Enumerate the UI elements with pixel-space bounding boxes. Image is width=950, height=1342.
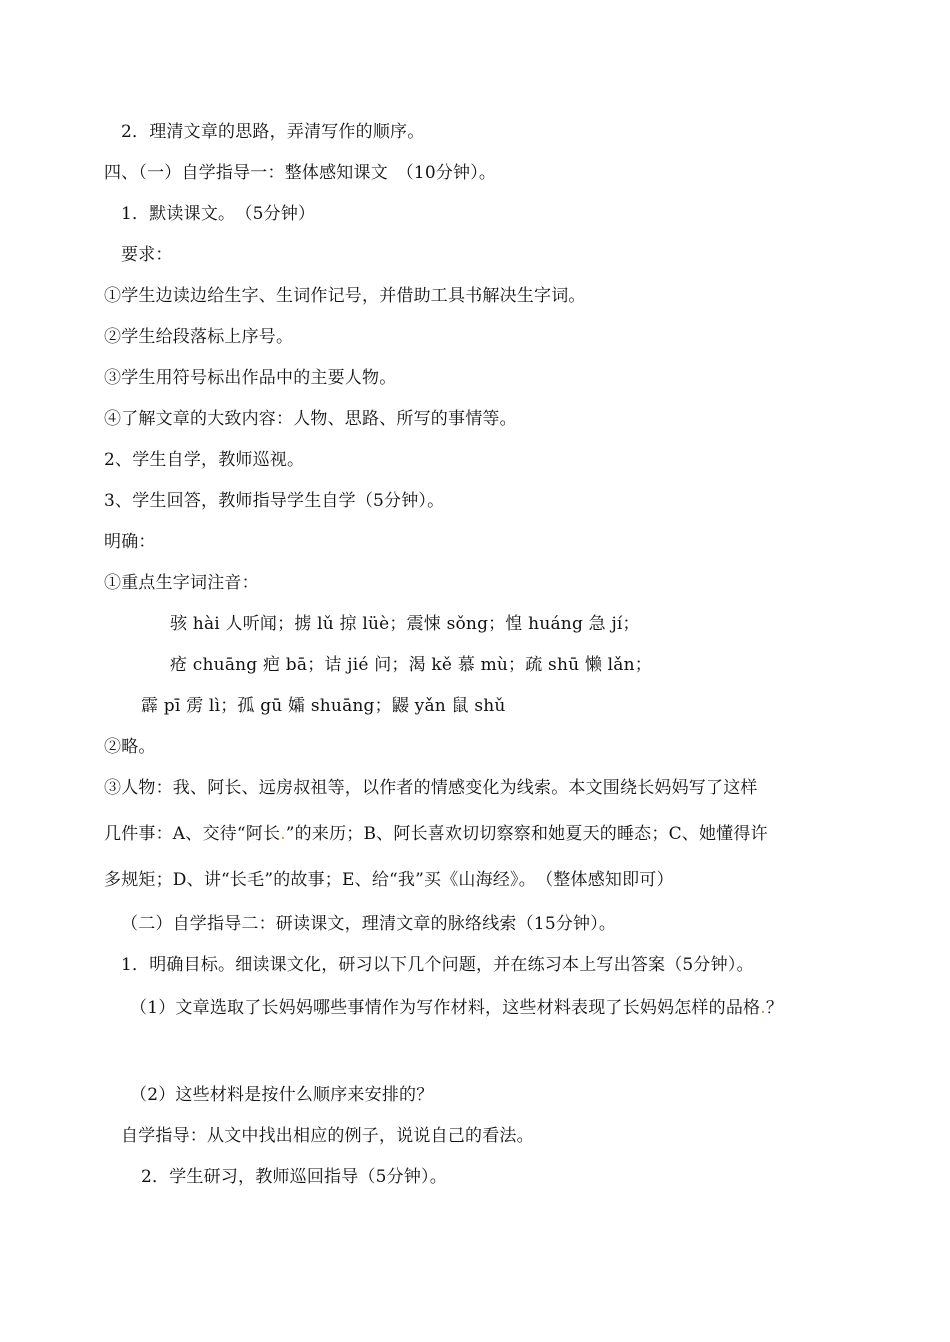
self-study-guide: 自学指导：从文中找出相应的例子，说说自己的看法。 (121, 1126, 534, 1146)
task-2-study: 2．学生研习，教师巡回指导（5分钟）。 (141, 1167, 447, 1187)
events-line-1-part-b: ”的来历；B、阿长喜欢切切察察和她夏天的睡态；C、她懂得许 (285, 824, 768, 844)
objective-2: 2．理清文章的思路，弄清写作的顺序。 (121, 122, 425, 142)
step-2-self-study: 2、学生自学，教师巡视。 (104, 450, 305, 470)
clarify-label: 明确： (104, 532, 156, 552)
pinyin-line-3: 霹 pī 雳 lì；孤 gū 孀 shuāng；鼹 yǎn 鼠 shǔ (141, 696, 506, 716)
question-1 (130, 996, 783, 1020)
pinyin-line-2: 疮 chuāng 疤 bā；诘 jié 问；渴 kě 慕 mù；疏 shū 懒 lǎn； (170, 655, 652, 675)
requirement-1: ①学生边读边给生字、生词作记号，并借助工具书解决生字词。 (104, 286, 586, 306)
requirement-4: ④了解文章的大致内容：人物、思路、所写的事情等。 (104, 409, 517, 429)
question-1-mark: ？ (765, 998, 784, 1018)
requirement-3: ③学生用符号标出作品中的主要人物。 (104, 368, 397, 388)
events-line-2: 多规矩；D、讲“长毛”的故事；E、给“我”买《山海经》。 （整体感知即可） (104, 870, 674, 890)
requirement-2: ②学生给段落标上序号。 (104, 327, 294, 347)
pinyin-line-1: 骇 hài 人听闻；掳 lǔ 掠 lüè；震悚 sǒng；惶 huáng 急 jí； (170, 614, 640, 634)
key-words-heading: ①重点生字词注音： (104, 573, 259, 593)
highlight-dot: . (280, 824, 286, 844)
step-1-silent-reading: 1．默读课文。 （5分钟） (121, 204, 316, 224)
highlight-dot: . (760, 998, 766, 1018)
events-line-1-part-a: 几件事：A、交待“阿长 (104, 824, 281, 844)
question-1-text: （1）文章选取了长妈妈哪些事情作为写作材料，这些材料表现了长妈妈怎样的品格 (130, 998, 761, 1018)
section-2-heading: （二）自学指导二：研读课文，理清文章的脉络线索（15分钟）。 (121, 914, 617, 934)
task-1-goal: 1．明确目标。细读课文化，研习以下几个问题，并在练习本上写出答案（5分钟）。 (121, 955, 754, 975)
question-2: （2）这些材料是按什么顺序来安排的？ (130, 1085, 434, 1105)
step-3-answer: 3、学生回答，教师指导学生自学（5分钟）。 (104, 491, 445, 511)
events-line-1 (104, 822, 768, 846)
section-4-heading: 四、（一）自学指导一：整体感知课文 （10分钟）。 (104, 163, 497, 183)
point-2-omitted: ②略。 (104, 737, 156, 757)
requirements-label: 要求： (121, 245, 173, 265)
point-3-characters: ③人物：我、阿长、远房叔祖等，以作者的情感变化为线索。本文围绕长妈妈写了这样 (104, 778, 758, 798)
